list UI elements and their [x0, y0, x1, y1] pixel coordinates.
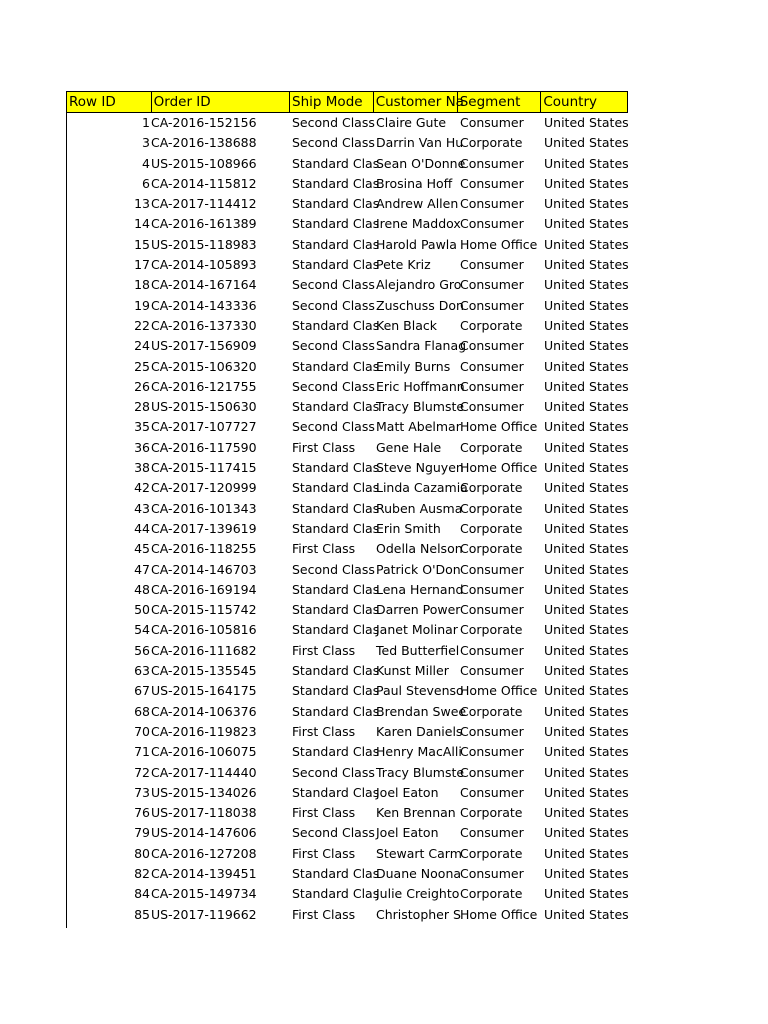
- cell-ship-mode[interactable]: Standard Clas: [292, 703, 380, 719]
- cell-order-id[interactable]: US-2015-118983: [151, 236, 257, 252]
- cell-ship-mode[interactable]: Standard Clas: [292, 317, 380, 333]
- table-row: [66, 255, 628, 275]
- cell-row-id[interactable]: 19: [134, 297, 150, 313]
- table-row: [66, 499, 628, 519]
- cell-row-id[interactable]: 79: [134, 825, 150, 841]
- table-row: [66, 357, 628, 377]
- cell-order-id[interactable]: CA-2014-143336: [151, 297, 257, 313]
- cell-row-id[interactable]: 72: [134, 764, 150, 780]
- cell-customer-name[interactable]: Erin Smith: [376, 520, 441, 536]
- cell-customer-name[interactable]: Ken Black: [376, 317, 437, 333]
- cell-customer-name[interactable]: Brendan Swee: [376, 703, 467, 719]
- table-row: [66, 884, 628, 904]
- cell-ship-mode[interactable]: Second Class: [292, 764, 375, 780]
- cell-row-id[interactable]: 67: [134, 683, 150, 699]
- cell-segment[interactable]: Consumer: [460, 115, 524, 130]
- cell-customer-name[interactable]: Irene Maddox: [376, 216, 461, 232]
- table-row: [66, 763, 628, 783]
- cell-customer-name[interactable]: Emily Burns: [376, 358, 451, 374]
- cell-order-id[interactable]: CA-2016-121755: [151, 378, 257, 394]
- cell-row-id[interactable]: 48: [134, 581, 150, 597]
- table-row: [66, 235, 628, 255]
- cell-country[interactable]: United States: [544, 784, 629, 800]
- cell-customer-name[interactable]: Gene Hale: [376, 439, 442, 455]
- cell-segment[interactable]: Home Office: [460, 419, 538, 435]
- cell-order-id[interactable]: US-2015-164175: [151, 683, 257, 699]
- cell-row-id[interactable]: 45: [134, 541, 150, 557]
- cell-customer-name[interactable]: Ruben Ausma: [376, 500, 463, 516]
- cell-order-id[interactable]: CA-2016-138688: [151, 135, 257, 151]
- cell-country[interactable]: United States: [544, 500, 629, 516]
- cell-customer-name[interactable]: Christopher S: [376, 906, 461, 922]
- cell-row-id[interactable]: 68: [134, 703, 150, 719]
- cell-row-id[interactable]: 70: [134, 723, 150, 739]
- cell-segment[interactable]: Corporate: [460, 480, 523, 496]
- cell-country[interactable]: United States: [544, 115, 629, 130]
- table-row: [66, 539, 628, 559]
- cell-order-id[interactable]: CA-2016-105816: [151, 622, 257, 638]
- cell-country[interactable]: United States: [544, 845, 629, 861]
- cell-customer-name[interactable]: Alejandro Gro: [376, 277, 462, 293]
- cell-ship-mode[interactable]: Standard Clas: [292, 175, 380, 191]
- cell-customer-name[interactable]: Henry MacAlli: [376, 744, 462, 760]
- table-row: [66, 174, 628, 194]
- cell-country[interactable]: United States: [544, 317, 629, 333]
- cell-segment[interactable]: Home Office: [460, 683, 538, 699]
- cell-segment[interactable]: Home Office: [460, 906, 538, 922]
- table-row: [66, 661, 628, 681]
- cell-ship-mode[interactable]: First Class: [292, 541, 356, 557]
- cell-ship-mode[interactable]: First Class: [292, 805, 356, 821]
- cell-segment[interactable]: Consumer: [460, 196, 524, 212]
- cell-customer-name[interactable]: Eric Hoffmann: [376, 378, 465, 394]
- cell-segment[interactable]: Consumer: [460, 602, 524, 618]
- cell-customer-name[interactable]: Kunst Miller: [376, 663, 449, 679]
- cell-row-id[interactable]: 63: [134, 663, 150, 679]
- cell-order-id[interactable]: CA-2016-118255: [151, 541, 257, 557]
- cell-customer-name[interactable]: Joel Eaton: [376, 784, 439, 800]
- cell-ship-mode[interactable]: Standard Clas: [292, 622, 380, 638]
- cell-row-id[interactable]: 25: [134, 358, 150, 374]
- cell-ship-mode[interactable]: Standard Clas: [292, 480, 380, 496]
- cell-segment[interactable]: Consumer: [460, 216, 524, 232]
- cell-order-id[interactable]: US-2015-134026: [151, 784, 257, 800]
- cell-ship-mode[interactable]: Standard Clas: [292, 216, 380, 232]
- cell-row-id[interactable]: 54: [134, 622, 150, 638]
- cell-order-id[interactable]: CA-2014-105893: [151, 257, 257, 273]
- cell-ship-mode[interactable]: Second Class: [292, 561, 375, 577]
- cell-country[interactable]: United States: [544, 257, 629, 273]
- cell-country[interactable]: United States: [544, 419, 629, 435]
- cell-ship-mode[interactable]: Second Class: [292, 825, 375, 841]
- cell-segment[interactable]: Consumer: [460, 358, 524, 374]
- cell-segment[interactable]: Consumer: [460, 784, 524, 800]
- cell-ship-mode[interactable]: Second Class: [292, 378, 375, 394]
- table-row: [66, 316, 628, 336]
- cell-country[interactable]: United States: [544, 358, 629, 374]
- cell-customer-name[interactable]: Ken Brennan: [376, 805, 456, 821]
- cell-segment[interactable]: Consumer: [460, 277, 524, 293]
- table-row: [66, 296, 628, 316]
- cell-segment[interactable]: Corporate: [460, 703, 523, 719]
- table-row: [66, 722, 628, 742]
- cell-customer-name[interactable]: Zuschuss Don: [376, 297, 464, 313]
- cell-country[interactable]: United States: [544, 297, 629, 313]
- cell-customer-name[interactable]: Patrick O'Don: [376, 561, 461, 577]
- cell-row-id[interactable]: 71: [134, 744, 150, 760]
- cell-ship-mode[interactable]: Second Class: [292, 115, 375, 130]
- cell-order-id[interactable]: CA-2015-149734: [151, 886, 257, 902]
- cell-country[interactable]: United States: [544, 216, 629, 232]
- cell-country[interactable]: United States: [544, 378, 629, 394]
- cell-order-id[interactable]: US-2017-156909: [151, 338, 257, 354]
- cell-row-id[interactable]: 42: [134, 480, 150, 496]
- cell-customer-name[interactable]: Linda Cazamia: [376, 480, 468, 496]
- table-row: [66, 580, 628, 600]
- cell-order-id[interactable]: CA-2016-137330: [151, 317, 257, 333]
- cell-order-id[interactable]: US-2017-119662: [151, 906, 257, 922]
- cell-country[interactable]: United States: [544, 886, 629, 902]
- table-row: [66, 154, 628, 174]
- cell-order-id[interactable]: US-2015-150630: [151, 399, 257, 415]
- cell-country[interactable]: United States: [544, 683, 629, 699]
- cell-customer-name[interactable]: Karen Daniels: [376, 723, 463, 739]
- table-row: [66, 478, 628, 498]
- cell-order-id[interactable]: CA-2015-135545: [151, 663, 257, 679]
- cell-row-id[interactable]: 26: [134, 378, 150, 394]
- table-row: [66, 905, 628, 925]
- cell-customer-name[interactable]: Lena Hernand: [376, 581, 464, 597]
- cell-country[interactable]: United States: [544, 805, 629, 821]
- cell-row-id[interactable]: 36: [134, 439, 150, 455]
- table-row: [66, 681, 628, 701]
- cell-ship-mode[interactable]: First Class: [292, 845, 356, 861]
- cell-row-id[interactable]: 80: [134, 845, 150, 861]
- table-row: [66, 864, 628, 884]
- cell-customer-name[interactable]: Janet Molinar: [376, 622, 458, 638]
- header-country[interactable]: Country: [543, 94, 597, 110]
- cell-ship-mode[interactable]: Standard Clas: [292, 784, 380, 800]
- cell-country[interactable]: United States: [544, 541, 629, 557]
- table-row: [66, 519, 628, 539]
- cell-customer-name[interactable]: Tracy Blumste: [376, 764, 465, 780]
- header-customer-name[interactable]: Customer Na: [375, 94, 464, 110]
- cell-segment[interactable]: Corporate: [460, 845, 523, 861]
- cell-row-id[interactable]: 3: [142, 135, 150, 151]
- cell-ship-mode[interactable]: Standard Clas: [292, 520, 380, 536]
- cell-country[interactable]: United States: [544, 480, 629, 496]
- cell-row-id[interactable]: 47: [134, 561, 150, 577]
- cell-customer-name[interactable]: Brosina Hoff: [376, 175, 453, 191]
- cell-row-id[interactable]: 76: [134, 805, 150, 821]
- cell-row-id[interactable]: 14: [134, 216, 150, 232]
- header-ship-mode[interactable]: Ship Mode: [290, 92, 374, 112]
- cell-country[interactable]: United States: [544, 439, 629, 455]
- cell-ship-mode[interactable]: First Class: [292, 723, 356, 739]
- cell-order-id[interactable]: CA-2014-167164: [151, 277, 257, 293]
- table-row: [66, 336, 628, 356]
- cell-order-id[interactable]: CA-2014-146703: [151, 561, 257, 577]
- cell-country[interactable]: United States: [544, 277, 629, 293]
- cell-country[interactable]: United States: [544, 196, 629, 212]
- cell-segment[interactable]: Consumer: [460, 175, 524, 191]
- cell-row-id[interactable]: 44: [134, 520, 150, 536]
- cell-order-id[interactable]: CA-2016-111682: [151, 642, 257, 658]
- cell-segment[interactable]: Consumer: [460, 378, 524, 394]
- cell-segment[interactable]: Consumer: [460, 581, 524, 597]
- cell-customer-name[interactable]: Ted Butterfiel: [376, 642, 460, 658]
- cell-customer-name[interactable]: Stewart Carm: [376, 845, 462, 861]
- cell-order-id[interactable]: CA-2016-101343: [151, 500, 257, 516]
- cell-country[interactable]: United States: [544, 825, 629, 841]
- table-row: [66, 377, 628, 397]
- cell-country[interactable]: United States: [544, 175, 629, 191]
- cell-segment[interactable]: Corporate: [460, 500, 523, 516]
- cell-row-id[interactable]: 43: [134, 500, 150, 516]
- cell-row-id[interactable]: 38: [134, 460, 150, 476]
- cell-segment[interactable]: Home Office: [460, 460, 538, 476]
- cell-order-id[interactable]: CA-2016-152156: [151, 115, 257, 130]
- cell-row-id[interactable]: 50: [134, 602, 150, 618]
- cell-segment[interactable]: Consumer: [460, 642, 524, 658]
- cell-order-id[interactable]: CA-2017-139619: [151, 520, 257, 536]
- cell-ship-mode[interactable]: Standard Clas: [292, 399, 380, 415]
- table-row: [66, 275, 628, 295]
- table-row: [66, 620, 628, 640]
- cell-order-id[interactable]: CA-2016-161389: [151, 216, 257, 232]
- table-row: [66, 133, 628, 153]
- cell-customer-name[interactable]: Paul Stevenso: [376, 683, 464, 699]
- cell-row-id[interactable]: 6: [142, 175, 150, 191]
- table-row: [66, 458, 628, 478]
- cell-customer-name[interactable]: Matt Abelmar: [376, 419, 461, 435]
- cell-country[interactable]: United States: [544, 744, 629, 760]
- header-order-id[interactable]: Order ID: [152, 92, 290, 112]
- cell-customer-name[interactable]: Sean O'Donne: [376, 155, 466, 171]
- table-row: [66, 783, 628, 803]
- table-row: [66, 844, 628, 864]
- cell-order-id[interactable]: CA-2016-127208: [151, 845, 257, 861]
- cell-order-id[interactable]: CA-2015-106320: [151, 358, 257, 374]
- cell-order-id[interactable]: CA-2016-119823: [151, 723, 257, 739]
- cell-ship-mode[interactable]: Second Class: [292, 338, 375, 354]
- cell-country[interactable]: United States: [544, 338, 629, 354]
- table-row: [66, 438, 628, 458]
- header-segment[interactable]: Segment: [458, 92, 542, 112]
- cell-ship-mode[interactable]: Standard Clas: [292, 744, 380, 760]
- cell-row-id[interactable]: 85: [134, 906, 150, 922]
- cell-row-id[interactable]: 73: [134, 784, 150, 800]
- header-row-id[interactable]: Row ID: [67, 92, 152, 112]
- cell-ship-mode[interactable]: Standard Clas: [292, 500, 380, 516]
- cell-order-id[interactable]: CA-2017-120999: [151, 480, 257, 496]
- cell-country[interactable]: United States: [544, 865, 629, 881]
- cell-country[interactable]: United States: [544, 135, 629, 151]
- cell-country[interactable]: United States: [544, 602, 629, 618]
- cell-segment[interactable]: Corporate: [460, 317, 523, 333]
- table-row: [66, 823, 628, 843]
- cell-order-id[interactable]: CA-2017-114412: [151, 196, 257, 212]
- cell-country[interactable]: United States: [544, 906, 629, 922]
- cell-segment[interactable]: Consumer: [460, 825, 524, 841]
- cell-segment[interactable]: Consumer: [460, 399, 524, 415]
- cell-ship-mode[interactable]: Standard Clas: [292, 602, 380, 618]
- cell-segment[interactable]: Corporate: [460, 135, 523, 151]
- cell-order-id[interactable]: CA-2016-106075: [151, 744, 257, 760]
- table-row: [66, 214, 628, 234]
- cell-row-id[interactable]: 17: [134, 257, 150, 273]
- cell-ship-mode[interactable]: Standard Clas: [292, 236, 380, 252]
- cell-row-id[interactable]: 35: [134, 419, 150, 435]
- cell-segment[interactable]: Corporate: [460, 541, 523, 557]
- cell-order-id[interactable]: CA-2017-114440: [151, 764, 257, 780]
- cell-row-id[interactable]: 28: [134, 399, 150, 415]
- cell-segment[interactable]: Corporate: [460, 439, 523, 455]
- cell-ship-mode[interactable]: Second Class: [292, 297, 375, 313]
- cell-ship-mode[interactable]: Standard Clas: [292, 886, 380, 902]
- cell-row-id[interactable]: 4: [142, 155, 150, 171]
- cell-ship-mode[interactable]: First Class: [292, 439, 356, 455]
- cell-row-id[interactable]: 22: [134, 317, 150, 333]
- cell-ship-mode[interactable]: Second Class: [292, 277, 375, 293]
- cell-country[interactable]: United States: [544, 642, 629, 658]
- cell-order-id[interactable]: CA-2014-106376: [151, 703, 257, 719]
- table-row: [66, 600, 628, 620]
- cell-ship-mode[interactable]: Standard Clas: [292, 460, 380, 476]
- cell-ship-mode[interactable]: Standard Clas: [292, 663, 380, 679]
- cell-segment[interactable]: Corporate: [460, 520, 523, 536]
- cell-customer-name[interactable]: Julie Creighto: [376, 886, 460, 902]
- table-row: [66, 641, 628, 661]
- cell-ship-mode[interactable]: First Class: [292, 642, 356, 658]
- cell-ship-mode[interactable]: Second Class: [292, 135, 375, 151]
- cell-country[interactable]: United States: [544, 399, 629, 415]
- cell-row-id[interactable]: 1: [142, 115, 150, 130]
- cell-customer-name[interactable]: Odella Nelson: [376, 541, 463, 557]
- cell-ship-mode[interactable]: Standard Clas: [292, 358, 380, 374]
- cell-ship-mode[interactable]: Standard Clas: [292, 865, 380, 881]
- table-body: [66, 113, 628, 925]
- cell-row-id[interactable]: 15: [134, 236, 150, 252]
- cell-order-id[interactable]: CA-2016-117590: [151, 439, 257, 455]
- cell-segment[interactable]: Consumer: [460, 297, 524, 313]
- cell-segment[interactable]: Home Office: [460, 236, 538, 252]
- cell-order-id[interactable]: CA-2016-169194: [151, 581, 257, 597]
- cell-customer-name[interactable]: Darrin Van Hu: [376, 135, 464, 151]
- cell-country[interactable]: United States: [544, 561, 629, 577]
- cell-row-id[interactable]: 13: [134, 196, 150, 212]
- cell-order-id[interactable]: CA-2014-139451: [151, 865, 257, 881]
- cell-country[interactable]: United States: [544, 622, 629, 638]
- cell-country[interactable]: United States: [544, 520, 629, 536]
- cell-order-id[interactable]: CA-2015-117415: [151, 460, 257, 476]
- cell-segment[interactable]: Corporate: [460, 805, 523, 821]
- cell-country[interactable]: United States: [544, 460, 629, 476]
- cell-customer-name[interactable]: Harold Pawla: [376, 236, 457, 252]
- cell-ship-mode[interactable]: Standard Clas: [292, 196, 380, 212]
- cell-customer-name[interactable]: Steve Nguyen: [376, 460, 464, 476]
- cell-segment[interactable]: Consumer: [460, 744, 524, 760]
- cell-segment[interactable]: Corporate: [460, 622, 523, 638]
- cell-segment[interactable]: Consumer: [460, 257, 524, 273]
- cell-country[interactable]: United States: [544, 155, 629, 171]
- table-row: [66, 194, 628, 214]
- cell-country[interactable]: United States: [544, 703, 629, 719]
- cell-ship-mode[interactable]: Standard Clas: [292, 581, 380, 597]
- cell-customer-name[interactable]: Darren Power: [376, 602, 461, 618]
- cell-customer-name[interactable]: Pete Kriz: [376, 257, 431, 273]
- cell-country[interactable]: United States: [544, 764, 629, 780]
- cell-customer-name[interactable]: Duane Noona: [376, 865, 462, 881]
- cell-ship-mode[interactable]: Second Class: [292, 419, 375, 435]
- cell-segment[interactable]: Consumer: [460, 155, 524, 171]
- cell-ship-mode[interactable]: Standard Clas: [292, 257, 380, 273]
- cell-order-id[interactable]: CA-2017-107727: [151, 419, 257, 435]
- cell-row-id[interactable]: 84: [134, 886, 150, 902]
- cell-segment[interactable]: Consumer: [460, 723, 524, 739]
- cell-order-id[interactable]: US-2015-108966: [151, 155, 257, 171]
- cell-ship-mode[interactable]: First Class: [292, 906, 356, 922]
- cell-customer-name[interactable]: Andrew Allen: [376, 196, 459, 212]
- cell-customer-name[interactable]: Claire Gute: [376, 115, 447, 130]
- cell-ship-mode[interactable]: Standard Clas: [292, 155, 380, 171]
- cell-country[interactable]: United States: [544, 663, 629, 679]
- cell-row-id[interactable]: 56: [134, 642, 150, 658]
- cell-segment[interactable]: Consumer: [460, 663, 524, 679]
- cell-order-id[interactable]: CA-2015-115742: [151, 602, 257, 618]
- spreadsheet: [66, 91, 628, 925]
- cell-row-id[interactable]: 82: [134, 865, 150, 881]
- table-row: [66, 417, 628, 437]
- cell-row-id[interactable]: 24: [134, 338, 150, 354]
- table-row: [66, 560, 628, 580]
- cell-segment[interactable]: Corporate: [460, 886, 523, 902]
- table-row: [66, 742, 628, 762]
- table-row: [66, 803, 628, 823]
- cell-segment[interactable]: Consumer: [460, 764, 524, 780]
- table-row: [66, 702, 628, 722]
- header-row: [66, 91, 628, 113]
- cell-segment[interactable]: Consumer: [460, 338, 524, 354]
- cell-customer-name[interactable]: Sandra Flanag: [376, 338, 467, 354]
- cell-country[interactable]: United States: [544, 723, 629, 739]
- table-row: [66, 397, 628, 417]
- cell-ship-mode[interactable]: Standard Clas: [292, 683, 380, 699]
- cell-country[interactable]: United States: [544, 581, 629, 597]
- cell-country[interactable]: United States: [544, 236, 629, 252]
- cell-customer-name[interactable]: Tracy Blumste: [376, 399, 465, 415]
- cell-segment[interactable]: Consumer: [460, 561, 524, 577]
- table-row: [66, 113, 628, 133]
- cell-order-id[interactable]: US-2017-118038: [151, 805, 257, 821]
- cell-segment[interactable]: Consumer: [460, 865, 524, 881]
- cell-order-id[interactable]: CA-2014-115812: [151, 175, 257, 191]
- cell-order-id[interactable]: US-2014-147606: [151, 825, 257, 841]
- cell-customer-name[interactable]: Joel Eaton: [376, 825, 439, 841]
- cell-row-id[interactable]: 18: [134, 277, 150, 293]
